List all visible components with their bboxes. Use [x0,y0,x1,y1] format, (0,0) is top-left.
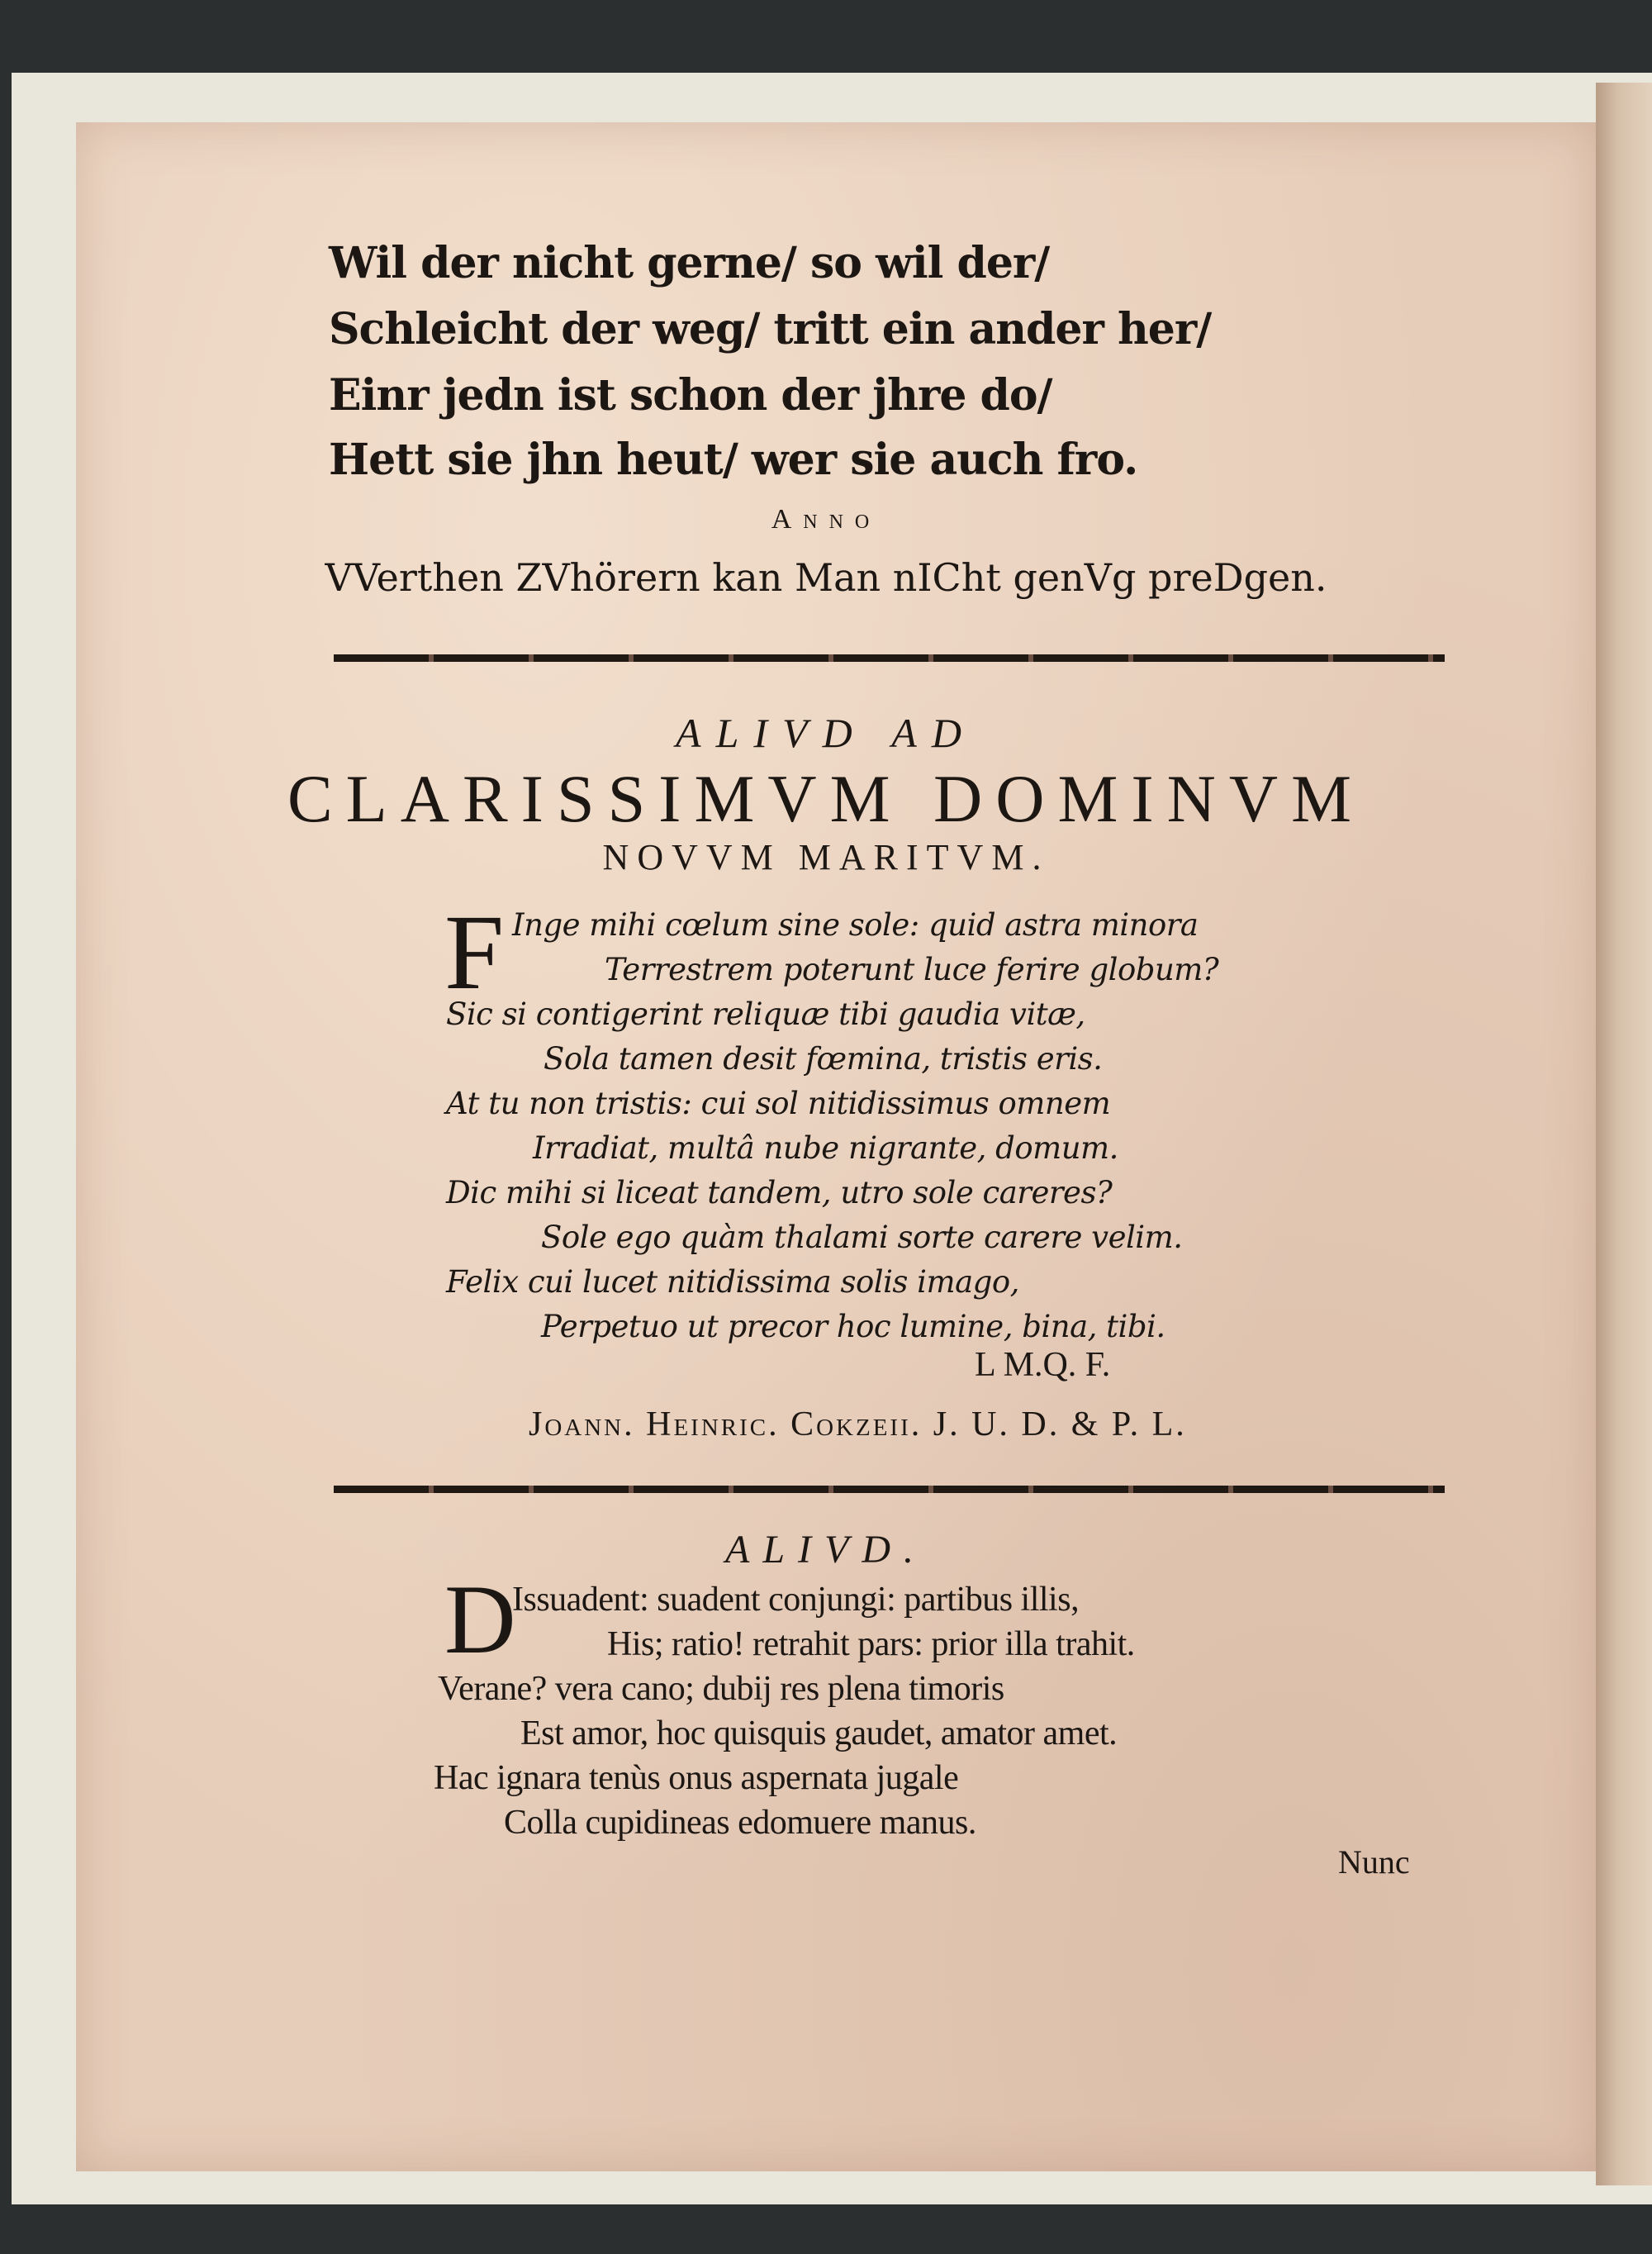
poem2-dropcap: D [444,1564,516,1674]
poem2-line-4: Est amor, hoc quisquis gaudet, amator amet. [520,1714,1118,1752]
german-verse-line-3: Einr jedn ist schon der jhre do/ [329,370,1052,421]
catchword: Nunc [1338,1843,1410,1881]
poem1-line-1: Inge mihi cœlum sine sole: quid astra minora [512,907,1199,943]
poem1-heading-maritum: NOVVM MARITVM. [602,837,1050,877]
divider-rule-2 [334,1486,1445,1493]
poem2-heading: ALIVD. [725,1528,927,1572]
poem1-line-5: At tu non tristis: cui sol nitidissimus omnem [446,1086,1111,1121]
german-verse-line-1: Wil der nicht gerne/ so wil der/ [329,238,1050,288]
chronogram: VVerthen ZVhörern kan Man nICht genVg preDgen. [325,555,1327,600]
poem1-author: Joann. Heinric. Cokzeii. J. U. D. & P. L. [529,1405,1187,1443]
poem2-line-2: His; ratio! retrahit pars: prior illa trahit. [607,1625,1135,1663]
poem1-dropcap: F [444,893,505,1012]
divider-rule-1 [334,654,1445,662]
poem1-line-9: Felix cui lucet nitidissima solis imago, [446,1264,1019,1300]
german-verse-line-4: Hett sie jhn heut/ wer sie auch fro. [329,435,1138,485]
facing-page-edge [1596,83,1652,2185]
poem1-line-4: Sola tamen desit fœmina, tristis eris. [544,1041,1103,1077]
poem1-line-10: Perpetuo ut precor hoc lumine, bina, tibi. [541,1309,1165,1344]
poem2-line-3: Verane? vera cano; dubij res plena timoris [438,1670,1004,1708]
poem1-line-6: Irradiat, multâ nube nigrante, domum. [533,1130,1118,1166]
poem1-line-2: Terrestrem poterunt luce ferire globum? [605,952,1219,987]
poem1-line-8: Sole ego quàm thalami sorte carere velim. [541,1220,1183,1255]
poem1-heading-aliud-ad: ALIVD AD [676,710,976,756]
poem2-line-6: Colla cupidineas edomuere manus. [504,1804,976,1842]
poem1-line-7: Dic mihi si liceat tandem, utro sole careres? [446,1175,1113,1210]
poem1-line-3: Sic si contigerint reliquæ tibi gaudia vitæ, [446,996,1085,1032]
poem1-heading-dominum: CLARISSIMVM DOMINVM [287,761,1365,836]
poem2-line-1: Issuadent: suadent conjungi: partibus illis, [512,1581,1080,1619]
anno-label: Anno [771,504,881,535]
german-verse-line-2: Schleicht der weg/ tritt ein ander her/ [329,304,1212,354]
poem2-line-5: Hac ignara tenùs onus aspernata jugale [434,1759,959,1797]
poem1-signoff: L M.Q. F. [975,1346,1111,1384]
